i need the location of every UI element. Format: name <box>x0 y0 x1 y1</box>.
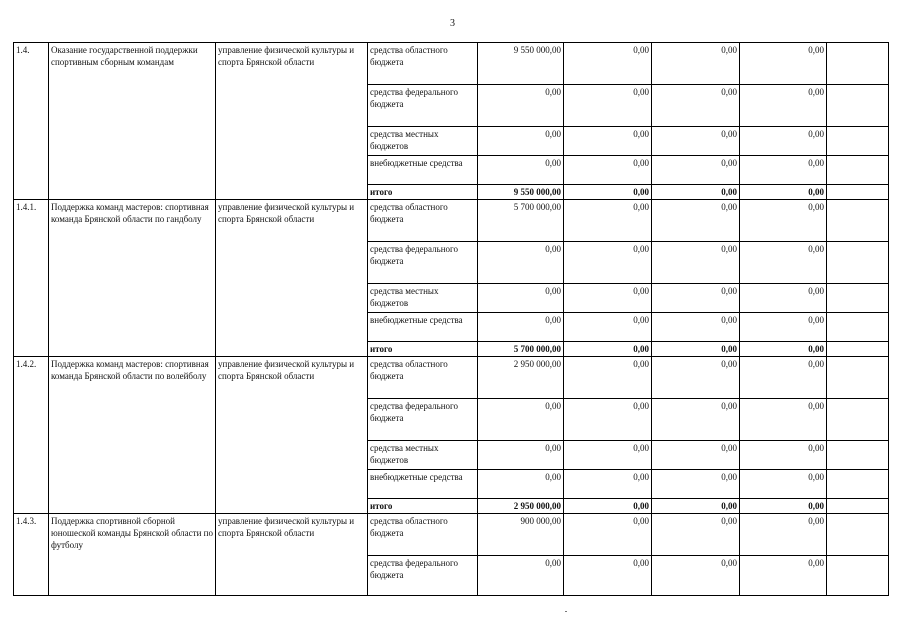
empty-cell <box>827 499 889 514</box>
amount-v2: 0,00 <box>564 357 652 399</box>
item-number: 1.4. <box>14 43 49 200</box>
empty-cell <box>827 43 889 85</box>
amount-v2: 0,00 <box>564 313 652 342</box>
amount-v2: 0,00 <box>564 342 652 357</box>
amount-v2: 0,00 <box>564 284 652 313</box>
budget-table <box>13 42 889 596</box>
item-executor: управление физической культуры и спорта Брянской области <box>216 200 368 357</box>
table-row <box>14 357 889 399</box>
amount-v1: 0,00 <box>478 284 564 313</box>
funding-source: средства областного бюджета <box>368 43 478 85</box>
empty-cell <box>827 556 889 596</box>
amount-v3: 0,00 <box>652 127 740 156</box>
item-name: Поддержка спортивной сборной юношеской команды Брянской области по футболу <box>49 514 216 596</box>
funding-source: итого <box>368 342 478 357</box>
amount-v1: 5 700 000,00 <box>478 200 564 242</box>
empty-cell <box>827 242 889 284</box>
amount-v4: 0,00 <box>740 185 827 200</box>
amount-v2: 0,00 <box>564 185 652 200</box>
item-number: 1.4.3. <box>14 514 49 596</box>
amount-v4: 0,00 <box>740 313 827 342</box>
scan-speck <box>565 611 567 612</box>
amount-v4: 0,00 <box>740 441 827 470</box>
item-name: Поддержка команд мастеров: спортивная команда Брянской области по волейболу <box>49 357 216 514</box>
amount-v3: 0,00 <box>652 85 740 127</box>
funding-source: средства федерального бюджета <box>368 85 478 127</box>
funding-source: внебюджетные средства <box>368 470 478 499</box>
amount-v4: 0,00 <box>740 470 827 499</box>
funding-source: средства федерального бюджета <box>368 399 478 441</box>
table-row <box>14 514 889 556</box>
amount-v4: 0,00 <box>740 242 827 284</box>
amount-v3: 0,00 <box>652 284 740 313</box>
empty-cell <box>827 200 889 242</box>
amount-v3: 0,00 <box>652 185 740 200</box>
amount-v4: 0,00 <box>740 499 827 514</box>
amount-v4: 0,00 <box>740 514 827 556</box>
funding-source: внебюджетные средства <box>368 156 478 185</box>
amount-v2: 0,00 <box>564 556 652 596</box>
amount-v3: 0,00 <box>652 342 740 357</box>
item-executor: управление физической культуры и спорта Брянской области <box>216 43 368 200</box>
empty-cell <box>827 470 889 499</box>
funding-source: средства областного бюджета <box>368 357 478 399</box>
funding-source: итого <box>368 185 478 200</box>
funding-source: средства областного бюджета <box>368 200 478 242</box>
amount-v3: 0,00 <box>652 357 740 399</box>
amount-v3: 0,00 <box>652 43 740 85</box>
amount-v4: 0,00 <box>740 556 827 596</box>
funding-source: средства федерального бюджета <box>368 556 478 596</box>
item-executor: управление физической культуры и спорта Брянской области <box>216 357 368 514</box>
amount-v1: 9 550 000,00 <box>478 43 564 85</box>
page-number: 3 <box>450 18 455 29</box>
amount-v4: 0,00 <box>740 43 827 85</box>
funding-source: внебюджетные средства <box>368 313 478 342</box>
funding-source: средства федерального бюджета <box>368 242 478 284</box>
funding-source: итого <box>368 499 478 514</box>
amount-v4: 0,00 <box>740 156 827 185</box>
amount-v3: 0,00 <box>652 441 740 470</box>
amount-v1: 5 700 000,00 <box>478 342 564 357</box>
amount-v4: 0,00 <box>740 127 827 156</box>
amount-v3: 0,00 <box>652 200 740 242</box>
table-row <box>14 43 889 85</box>
empty-cell <box>827 156 889 185</box>
amount-v2: 0,00 <box>564 43 652 85</box>
item-name: Оказание государственной поддержки спортивным сборным командам <box>49 43 216 200</box>
empty-cell <box>827 399 889 441</box>
amount-v3: 0,00 <box>652 242 740 284</box>
item-executor: управление физической культуры и спорта Брянской области <box>216 514 368 596</box>
amount-v4: 0,00 <box>740 284 827 313</box>
amount-v1: 0,00 <box>478 313 564 342</box>
funding-source: средства местных бюджетов <box>368 127 478 156</box>
amount-v3: 0,00 <box>652 470 740 499</box>
table-row <box>14 200 889 242</box>
amount-v2: 0,00 <box>564 470 652 499</box>
amount-v2: 0,00 <box>564 200 652 242</box>
amount-v1: 2 950 000,00 <box>478 499 564 514</box>
amount-v3: 0,00 <box>652 556 740 596</box>
item-number: 1.4.2. <box>14 357 49 514</box>
amount-v1: 0,00 <box>478 156 564 185</box>
amount-v3: 0,00 <box>652 499 740 514</box>
amount-v4: 0,00 <box>740 200 827 242</box>
amount-v1: 2 950 000,00 <box>478 357 564 399</box>
amount-v1: 9 550 000,00 <box>478 185 564 200</box>
amount-v1: 0,00 <box>478 242 564 284</box>
amount-v2: 0,00 <box>564 399 652 441</box>
amount-v1: 0,00 <box>478 470 564 499</box>
amount-v4: 0,00 <box>740 85 827 127</box>
amount-v1: 0,00 <box>478 441 564 470</box>
empty-cell <box>827 284 889 313</box>
empty-cell <box>827 185 889 200</box>
amount-v3: 0,00 <box>652 399 740 441</box>
empty-cell <box>827 357 889 399</box>
amount-v4: 0,00 <box>740 357 827 399</box>
amount-v3: 0,00 <box>652 514 740 556</box>
amount-v1: 900 000,00 <box>478 514 564 556</box>
amount-v2: 0,00 <box>564 156 652 185</box>
amount-v1: 0,00 <box>478 556 564 596</box>
amount-v2: 0,00 <box>564 514 652 556</box>
empty-cell <box>827 127 889 156</box>
funding-source: средства областного бюджета <box>368 514 478 556</box>
empty-cell <box>827 514 889 556</box>
amount-v4: 0,00 <box>740 399 827 441</box>
budget-table-body <box>14 43 889 596</box>
empty-cell <box>827 441 889 470</box>
empty-cell <box>827 85 889 127</box>
funding-source: средства местных бюджетов <box>368 441 478 470</box>
amount-v1: 0,00 <box>478 85 564 127</box>
amount-v3: 0,00 <box>652 313 740 342</box>
amount-v2: 0,00 <box>564 499 652 514</box>
amount-v2: 0,00 <box>564 441 652 470</box>
item-number: 1.4.1. <box>14 200 49 357</box>
amount-v2: 0,00 <box>564 242 652 284</box>
amount-v2: 0,00 <box>564 85 652 127</box>
amount-v4: 0,00 <box>740 342 827 357</box>
empty-cell <box>827 342 889 357</box>
amount-v3: 0,00 <box>652 156 740 185</box>
amount-v2: 0,00 <box>564 127 652 156</box>
amount-v1: 0,00 <box>478 399 564 441</box>
item-name: Поддержка команд мастеров: спортивная команда Брянской области по гандболу <box>49 200 216 357</box>
amount-v1: 0,00 <box>478 127 564 156</box>
funding-source: средства местных бюджетов <box>368 284 478 313</box>
empty-cell <box>827 313 889 342</box>
